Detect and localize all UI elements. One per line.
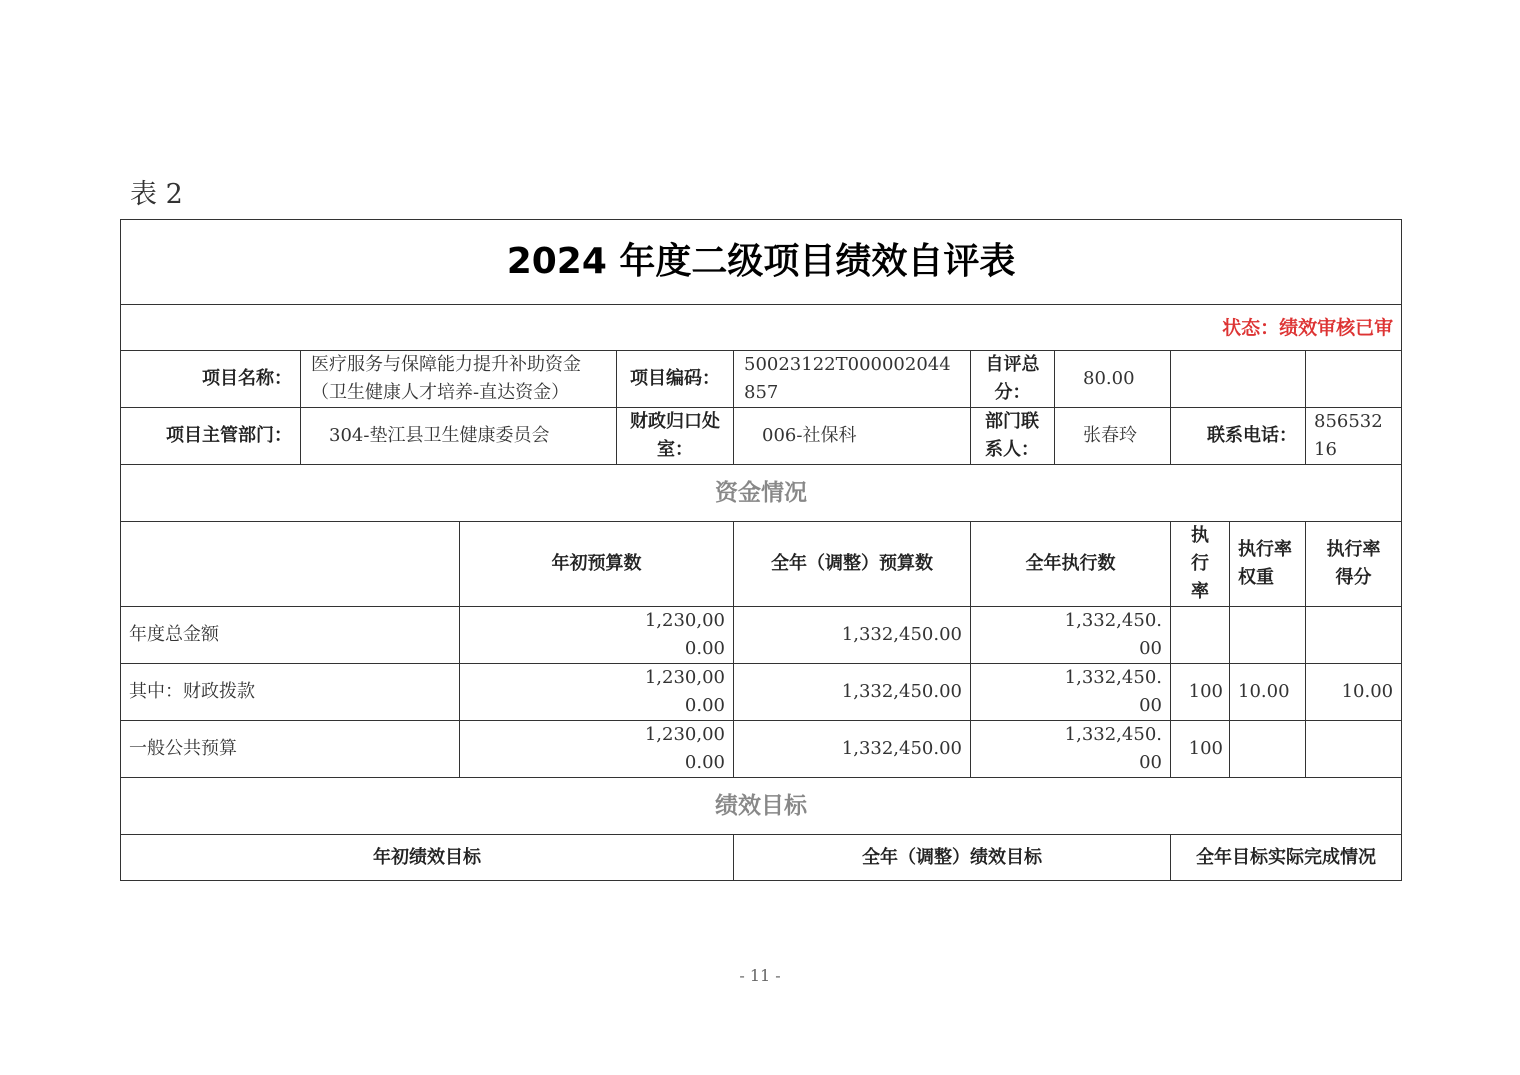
rate-score-cell [1306,607,1402,664]
col-header-actual-completion: 全年目标实际完成情况 [1171,835,1402,881]
adjusted-budget-cell: 1,332,450.00 [734,721,971,778]
table-row [121,664,1402,721]
initial-budget-cell: 1,230,000.00 [460,607,734,664]
col-header-adjusted-budget: 全年（调整）预算数 [734,522,971,607]
row-label: 年度总金额 [121,607,460,664]
exec-rate-cell [1171,607,1230,664]
empty-cell [1306,351,1402,408]
dept-value: 304-垫江县卫生健康委员会 [301,408,617,465]
initial-budget-cell: 1,230,000.00 [460,664,734,721]
performance-table [120,219,1402,881]
contact-label: 部门联系人： [971,408,1055,465]
exec-rate-cell: 100 [1171,721,1230,778]
project-name-label: 项目名称： [121,351,301,408]
executed-cell: 1,332,450.00 [971,664,1171,721]
col-header-rate-score: 执行率得分 [1306,522,1402,607]
funds-section-title: 资金情况 [121,465,1402,522]
row-label: 一般公共预算 [121,721,460,778]
table-row [121,721,1402,778]
status-badge: 状态：绩效审核已审 [121,305,1402,351]
finance-office-label: 财政归口处室： [617,408,734,465]
executed-cell: 1,332,450.00 [971,721,1171,778]
rate-weight-cell [1230,721,1306,778]
phone-value: 85653216 [1306,408,1402,465]
empty-cell [1171,351,1306,408]
row-label: 其中：财政拨款 [121,664,460,721]
funds-corner-cell [121,522,460,607]
dept-label: 项目主管部门： [121,408,301,465]
adjusted-budget-cell: 1,332,450.00 [734,664,971,721]
rate-weight-cell: 10.00 [1230,664,1306,721]
self-score-value: 80.00 [1055,351,1171,408]
table-row [121,607,1402,664]
col-header-executed: 全年执行数 [971,522,1171,607]
col-header-initial-budget: 年初预算数 [460,522,734,607]
project-code-value: 50023122T000002044857 [734,351,971,408]
self-score-label: 自评总分： [971,351,1055,408]
executed-cell: 1,332,450.00 [971,607,1171,664]
col-header-adjusted-goal: 全年（调整）绩效目标 [734,835,1171,881]
finance-office-value: 006-社保科 [734,408,971,465]
project-code-label: 项目编码： [617,351,734,408]
exec-rate-cell: 100 [1171,664,1230,721]
project-name-value: 医疗服务与保障能力提升补助资金（卫生健康人才培养-直达资金） [301,351,617,408]
col-header-initial-goal: 年初绩效目标 [121,835,734,881]
rate-weight-cell [1230,607,1306,664]
initial-budget-cell: 1,230,000.00 [460,721,734,778]
col-header-rate-weight: 执行率权重 [1230,522,1306,607]
phone-label: 联系电话： [1171,408,1306,465]
rate-score-cell: 10.00 [1306,664,1402,721]
adjusted-budget-cell: 1,332,450.00 [734,607,971,664]
page-title: 2024 年度二级项目绩效自评表 [121,220,1402,305]
rate-score-cell [1306,721,1402,778]
goals-section-title: 绩效目标 [121,778,1402,835]
table-label: 表 2 [130,179,183,210]
col-header-exec-rate: 执行率 [1171,522,1230,607]
contact-value: 张春玲 [1055,408,1171,465]
page-number: - 11 - [739,966,781,985]
